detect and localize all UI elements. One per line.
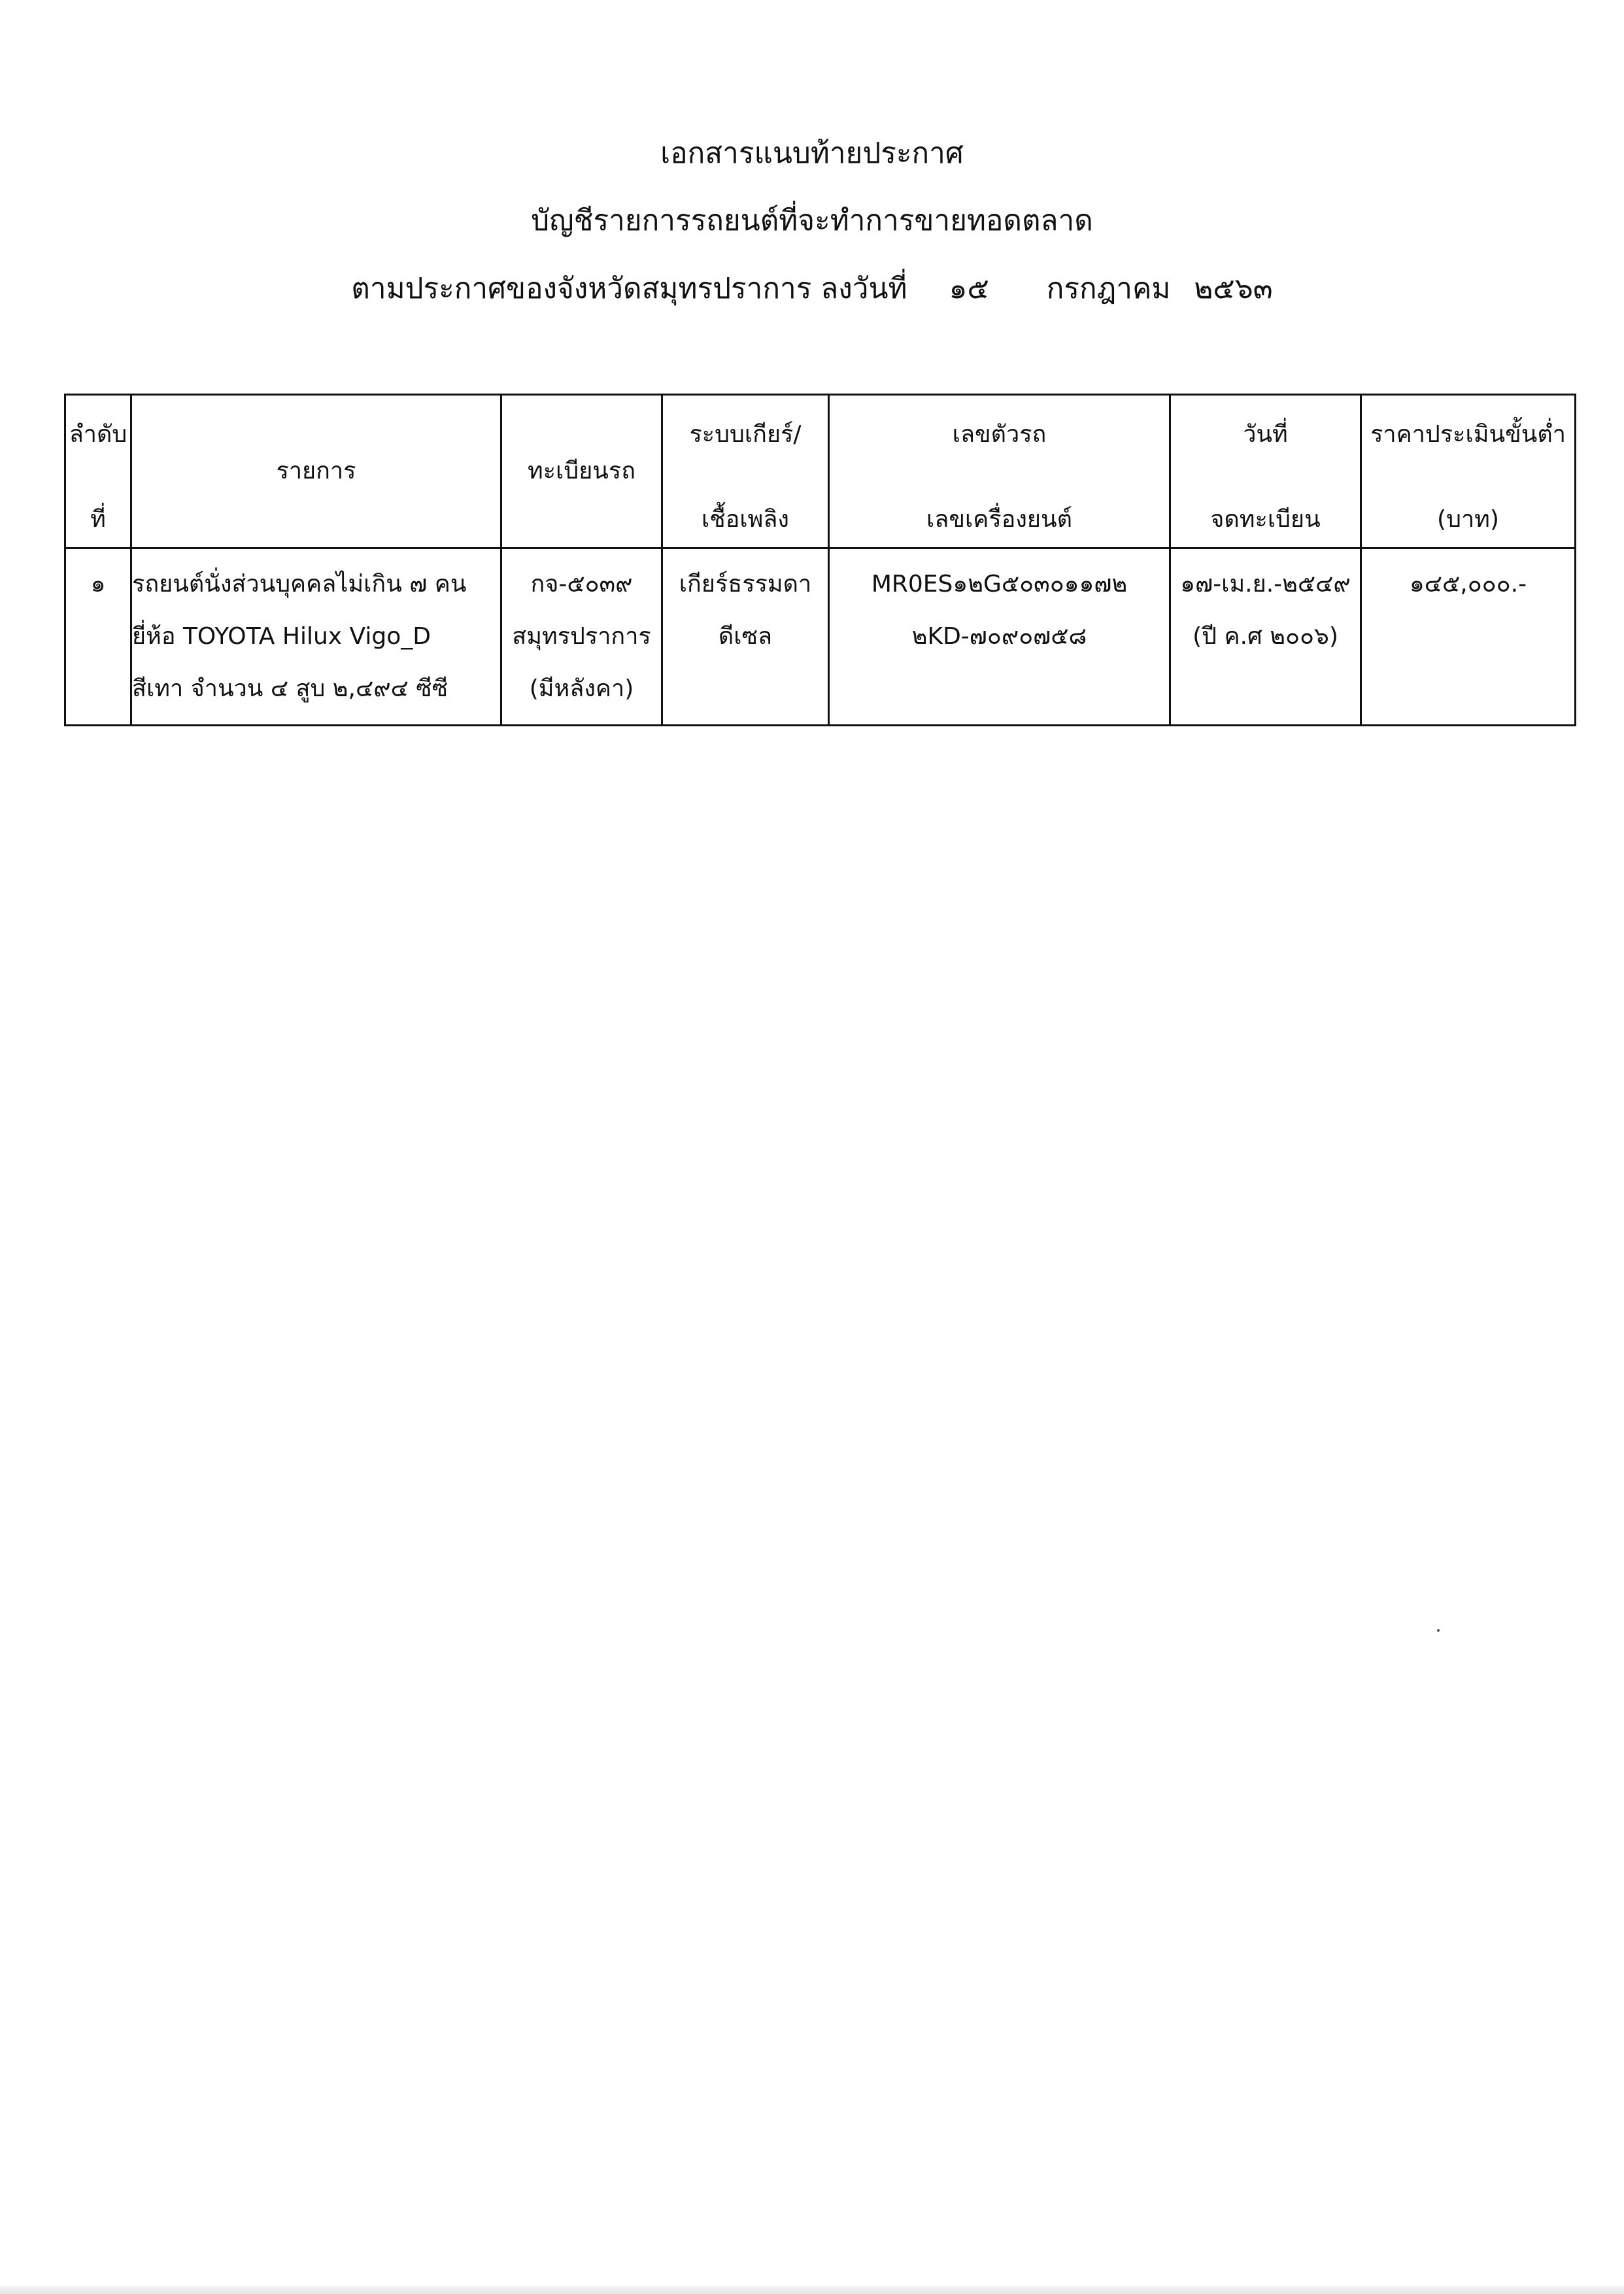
vehicle-auction-table [64,394,1576,726]
announcement-month: กรกฎาคม [1046,272,1171,305]
cell-minimum-price: ๑๔๕,๐๐๐.- [1361,548,1576,726]
cell-gear-fuel: เกียร์ธรรมดา ดีเซล [662,548,829,726]
column-header-gear-fuel: ระบบเกียร์/ เชื้อเพลิง [662,395,829,548]
scan-bottom-edge [0,2286,1624,2294]
table-header-row [65,395,1576,548]
announcement-date-line [0,269,1624,309]
column-header-chassis-engine: เลขตัวรถ เลขเครื่องยนต์ [829,395,1170,548]
document-title: เอกสารแนบท้ายประกาศ [660,137,964,170]
document-subtitle: บัญชีรายการรถยนต์ที่จะทำการขายทอดตลาด [531,204,1093,237]
announcement-day: ๑๕ [949,272,989,305]
cell-description: รถยนต์นั่งส่วนบุคคลไม่เกิน ๗ คน ยี่ห้อ TOYOTA Hilux Vigo_D สีเทา จำนวน ๔ สูบ ๒,๔๙๔ ซีซี [131,548,501,726]
cell-registration: กจ-๕๐๓๙ สมุทรปราการ (มีหลังคา) [501,548,662,726]
column-header-minimum-price: ราคาประเมินขั้นต่ำ (บาท) [1361,395,1576,548]
column-header-registration-date: วันที่ จดทะเบียน [1170,395,1361,548]
cell-index: ๑ [65,548,131,726]
cell-chassis-engine: MR0ES๑๒G๕๐๓๐๑๑๗๒ ๒KD-๗๐๙๐๗๕๘ [829,548,1170,726]
table-row [65,548,1576,726]
cell-registration-date: ๑๗-เม.ย.-๒๕๔๙ (ปี ค.ศ ๒๐๐๖) [1170,548,1361,726]
column-header-registration: ทะเบียนรถ [501,395,662,548]
column-header-description: รายการ [131,395,501,548]
announcement-reference: ตามประกาศของจังหวัดสมุทรปราการ ลงวันที่ [351,272,907,305]
announcement-year: ๒๕๖๓ [1194,272,1273,305]
scan-speck [1437,1629,1440,1632]
column-header-index: ลำดับ ที่ [65,395,131,548]
